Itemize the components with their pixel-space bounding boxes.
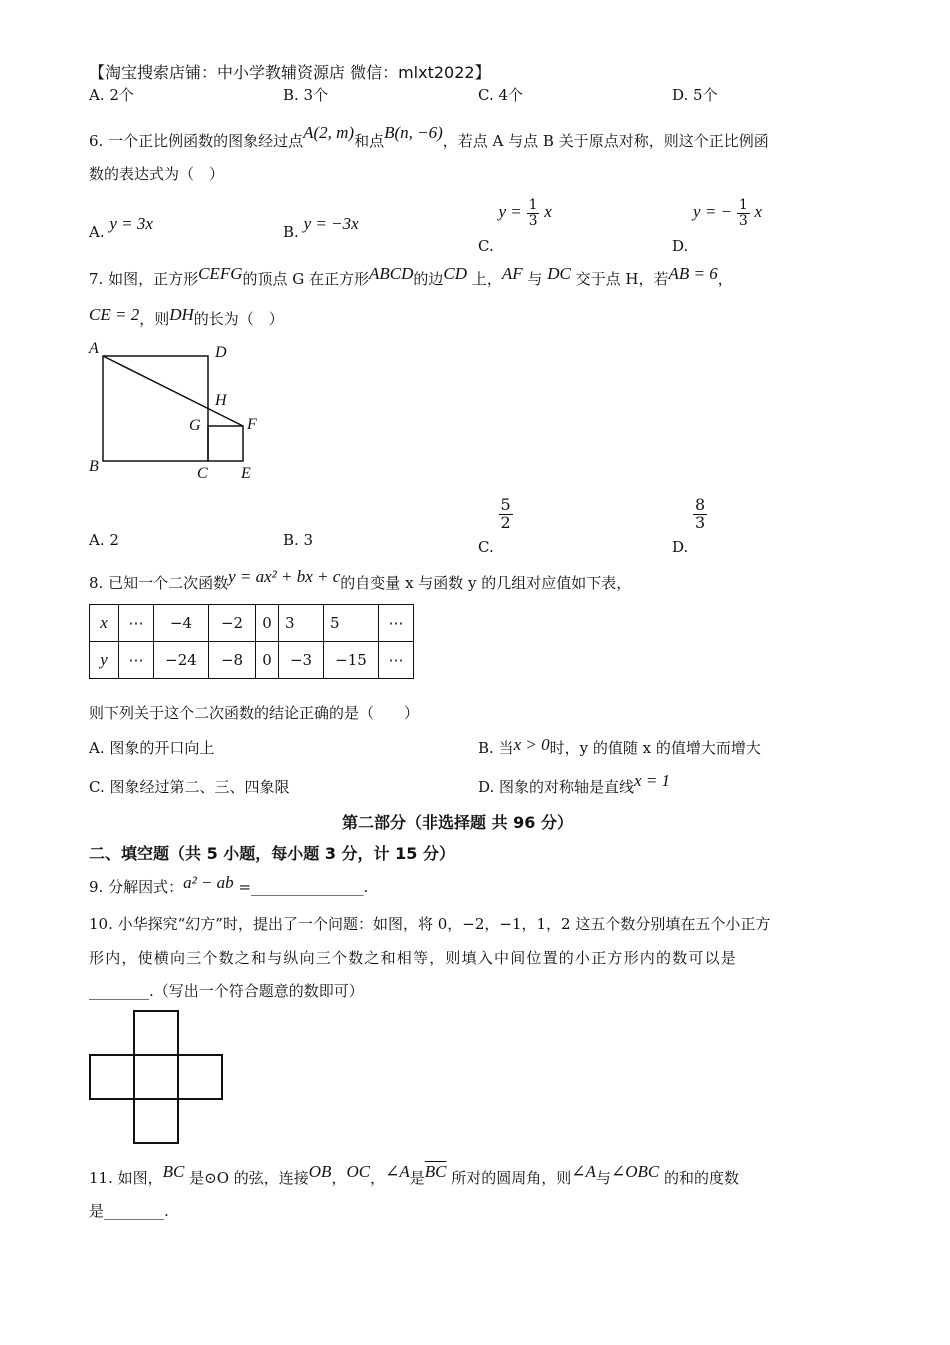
table-cell: x (90, 605, 119, 642)
q5-option-a: A. 2个 (89, 86, 134, 104)
q10-cross-figure (88, 1009, 228, 1145)
q9-stem: 9. 分解因式：a² − ab =_______________. (89, 873, 369, 896)
table-cell: ⋯ (119, 605, 154, 642)
q6-option-b: B. y = −3x (283, 214, 359, 241)
q8-option-a: A. 图象的开口向上 (89, 739, 215, 757)
q8-question: 则下列关于这个二次函数的结论正确的是（ ） (89, 704, 420, 722)
q7-option-c: C. $\frac{5}{2}$ (478, 495, 511, 557)
q8-option-d: D. 图象的对称轴是直线x = 1 (478, 771, 671, 796)
q6-stem-line2: 数的表达式为（ ） (89, 165, 225, 183)
square-cefg (208, 426, 243, 461)
q5-option-d: D. 5个 (672, 86, 718, 104)
table-cell: −4 (154, 605, 209, 642)
table-cell: ⋯ (119, 642, 154, 679)
q6-option-c: C. y = $\frac{1}{3}$ x (478, 197, 552, 256)
table-cell: −2 (209, 605, 256, 642)
header-watermark: 【淘宝搜索店铺：中小学教辅资源店 微信：mlxt2022】 (89, 63, 491, 82)
cell-top (134, 1011, 178, 1055)
table-cell: y (90, 642, 119, 679)
q5-option-b: B. 3个 (283, 86, 329, 104)
q7-option-b: B. 3 (283, 531, 314, 549)
q7-figure (85, 335, 275, 485)
q8-option-c: C. 图象经过第二、三、四象限 (89, 778, 290, 796)
table-cell: −3 (279, 642, 324, 679)
q6-option-a: A. y = 3x (89, 214, 153, 241)
q7-stem-line2: CE = 2，则DH的长为（ ） (89, 305, 284, 328)
cell-right (178, 1055, 222, 1099)
label-g: G (189, 417, 201, 434)
label-d: D (215, 344, 227, 361)
table-cell: 3 (279, 605, 324, 642)
table-cell: 5 (324, 605, 379, 642)
cell-center (134, 1055, 178, 1099)
square-abcd (103, 356, 208, 461)
label-b: B (89, 458, 99, 475)
label-e: E (241, 465, 251, 482)
label-h: H (215, 392, 227, 409)
cell-bottom (134, 1099, 178, 1143)
part2-title: 第二部分（非选择题 共 96 分） (342, 813, 573, 832)
label-c: C (197, 465, 208, 482)
q6-option-d: D. y = − $\frac{1}{3}$ x (672, 197, 763, 256)
q11-stem-line2: 是________. (89, 1202, 169, 1220)
label-a: A (89, 340, 99, 357)
table-row (90, 642, 414, 679)
q10-stem-line3: ________.（写出一个符合题意的数即可） (89, 982, 364, 1000)
table-cell: −15 (324, 642, 379, 679)
cell-left (90, 1055, 134, 1099)
segment-af (103, 356, 243, 426)
table-cell: ⋯ (379, 605, 414, 642)
q7-option-a: A. 2 (89, 531, 119, 549)
q10-stem-line1: 10. 小华探究“幻方”时，提出了一个问题：如图，将 0，−2，−1，1，2 这五个数分别填在五个小正方 (89, 915, 771, 933)
q7-option-d: D. $\frac{8}{3}$ (672, 495, 706, 557)
table-cell: 0 (256, 642, 279, 679)
q10-stem-line2: 形内，使横向三个数之和与纵向三个数之和相等，则填入中间位置的小正方形内的数可以是 (89, 949, 738, 967)
q11-stem-line1: 11. 如图，BC 是⊙O 的弦，连接OB，OC，∠A是$\overline{BC}$ 所对的圆周角，则∠A与∠OBC 的和的度数 (89, 1162, 739, 1187)
q5-option-c: C. 4个 (478, 86, 524, 104)
table-cell: −8 (209, 642, 256, 679)
q6-stem-line1: 6. 一个正比例函数的图象经过点A(2, m)和点B(n, −6)，若点 A 与点 B 关于原点对称，则这个正比例函 (89, 123, 769, 150)
q8-stem: 8. 已知一个二次函数y = ax² + bx + c的自变量 x 与函数 y 的几组对应值如下表， (89, 567, 632, 592)
table-cell: ⋯ (379, 642, 414, 679)
label-f: F (247, 416, 257, 433)
table-cell: −24 (154, 642, 209, 679)
q8-value-table (89, 604, 414, 679)
table-cell: 0 (256, 605, 279, 642)
section2-title: 二、填空题（共 5 小题，每小题 3 分，计 15 分） (89, 844, 455, 863)
q7-stem-line1: 7. 如图，正方形CEFG的顶点 G 在正方形ABCD的边CD 上，AF 与 DC 交于点 H，若AB = 6， (89, 264, 733, 288)
table-row (90, 605, 414, 642)
q8-option-b: B. 当x > 0时，y 的值随 x 的值增大而增大 (478, 735, 761, 757)
